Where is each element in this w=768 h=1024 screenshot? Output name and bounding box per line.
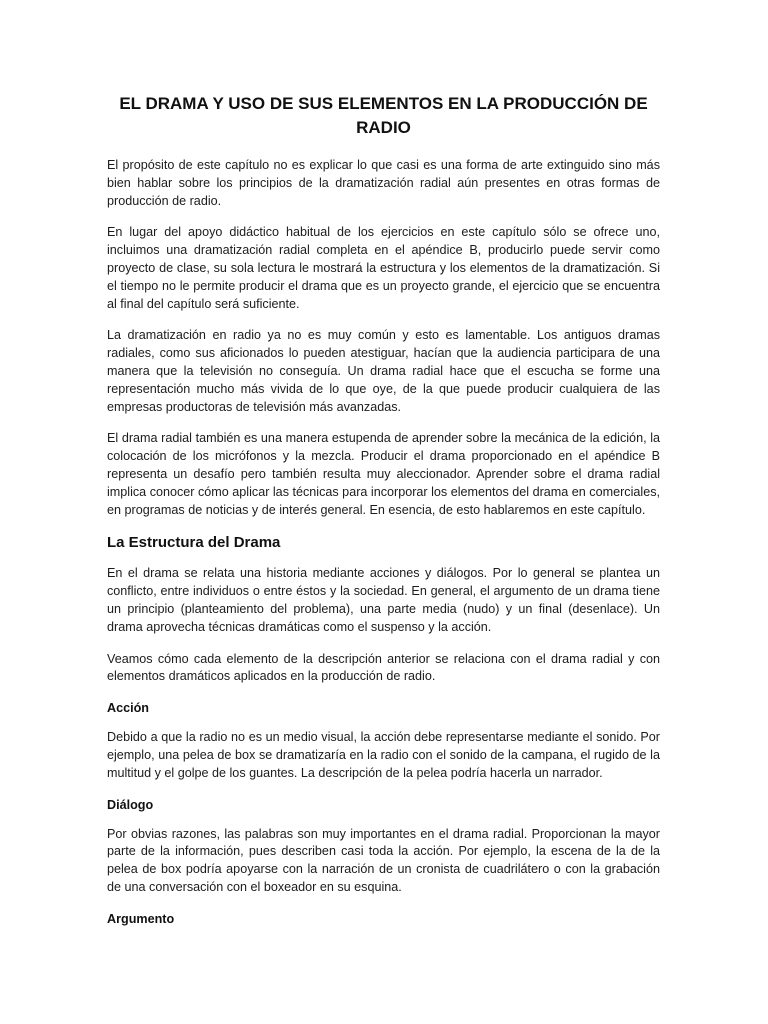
- section-heading-estructura: La Estructura del Drama: [107, 534, 281, 552]
- intro-paragraph-3: La dramatización en radio ya no es muy común y esto es lamentable. Los antiguos dramas radiales, como sus aficionados lo pueden atestiguar, hacían que la audiencia participara de una manera que la televisión no conseguía. Un drama radial hace que el escucha se forme una representación mucho más vivida de lo que oye, de la que puede producir cualquiera de las empresas productoras de televisión más avanzadas.: [107, 328, 660, 414]
- subheading-dialogo: Diálogo: [107, 797, 154, 812]
- subheading-accion: Acción: [107, 701, 149, 716]
- intro-paragraph-1: El propósito de este capítulo no es explicar lo que casi es una forma de arte extinguido sino más bien hablar sobre los principios de la dramatización radial aún presentes en otras formas de producción de radio.: [107, 158, 660, 208]
- intro-paragraph-2: En lugar del apoyo didáctico habitual de los ejercicios en este capítulo sólo se ofrece uno, incluimos una dramatización radial completa en el apéndice B, producirlo puede servir como proyecto de clase, su sola lectura le mostrará la estructura y los elementos de la dramatización. Si el tiempo no le permite producir el drama que es un proyecto grande, el ejercicio que se encuentra al final del capítulo será suficiente.: [107, 225, 660, 311]
- section-paragraph-1: En el drama se relata una historia mediante acciones y diálogos. Por lo general se plantea un conflicto, entre individuos o entre éstos y la sociedad. En general, el argumento de un drama tiene un principio (planteamiento del problema), una parte media (nudo) y un final (desenlace). Un drama aprovecha técnicas dramáticas como el suspenso y la acción.: [107, 566, 660, 634]
- section-paragraph-2: Veamos cómo cada elemento de la descripción anterior se relaciona con el drama radial y con elementos dramáticos aplicados en la producción de radio.: [107, 651, 660, 684]
- dialogo-paragraph: Por obvias razones, las palabras son muy importantes en el drama radial. Proporcionan la mayor parte de la información, pues describen casi toda la acción. Por ejemplo, la escena de la de la pelea de box podría apoyarse con la narración de un cronista de cuadrilátero o con la grabación de una conversación con el boxeador en su esquina.: [107, 826, 660, 894]
- intro-paragraph-4: El drama radial también es una manera estupenda de aprender sobre la mecánica de la edición, la colocación de los micrófonos y la mezcla. Producir el drama proporcionado en el apéndice B representa un desafío pero también resulta muy aleccionador. Aprender sobre el drama radial implica conocer cómo aplicar las técnicas para incorporar los elementos del drama en comerciales, en programas de noticias y de interés general. En esencia, de esto hablaremos en este capítulo.: [107, 431, 660, 517]
- document-title: EL DRAMA Y USO DE SUS ELEMENTOS EN LA PRODUCCIÓN DE RADIO: [119, 94, 648, 137]
- accion-paragraph: Debido a que la radio no es un medio visual, la acción debe representarse mediante el sonido. Por ejemplo, una pelea de box se dramatizaría en la radio con el sonido de la campana, el rugido de la multitud y el golpe de los guantes. La descripción de la pelea podría hacerla un narrador.: [107, 730, 660, 780]
- subheading-argumento: Argumento: [107, 911, 175, 926]
